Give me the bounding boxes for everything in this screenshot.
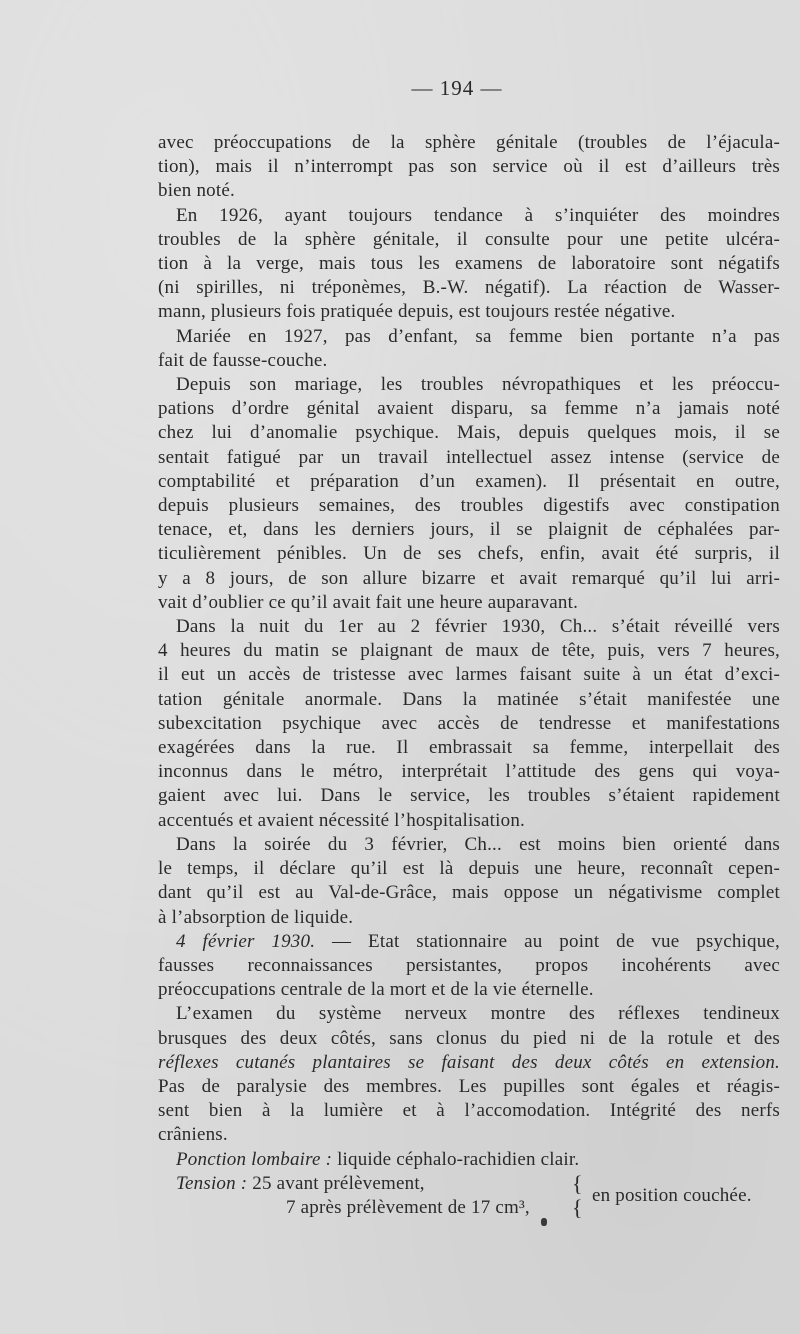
text-line: Mariée en 1927, pas d’enfant, sa femme bien portante n’a pas	[176, 325, 780, 347]
text-line: sentait fatigué par un travail intellectuel assez intense (service de	[158, 446, 780, 468]
ponction-label: Ponction lombaire :	[176, 1148, 333, 1170]
paragraph	[158, 1002, 780, 1147]
text-line: réflexes cutanés plantaires se faisant des deux côtés en extension.	[158, 1051, 780, 1073]
text-line: depuis plusieurs semaines, des troubles digestifs avec constipation	[158, 495, 780, 517]
text-line: L’examen du système nerveux montre des réflexes tendineux	[176, 1003, 780, 1025]
text-line: En 1926, ayant toujours tendance à s’inquiéter des moindres	[176, 204, 780, 226]
body-text	[158, 131, 780, 1220]
paragraph	[158, 131, 780, 204]
tension-block	[158, 1172, 780, 1220]
text-line: pations d’ordre génital avaient disparu, sa femme n’a jamais noté	[158, 398, 780, 420]
text-line: gaient avec lui. Dans le service, les troubles s’étaient rapidement	[158, 785, 780, 807]
paragraph	[158, 833, 780, 930]
text-line: chez lui d’anomalie psychique. Mais, depuis quelques mois, il se	[158, 422, 780, 444]
text-line	[158, 1148, 780, 1172]
tension-after: 7 après prélèvement de 17 cm³,	[286, 1196, 530, 1218]
text-line: tenace, et, dans les derniers jours, il se plaignit de céphalées par-	[158, 519, 780, 541]
text-line: dant qu’il est au Val-de-Grâce, mais oppose un négativisme complet	[158, 882, 780, 904]
text-line: brusques des deux côtés, sans clonus du pied ni de la rotule et des	[158, 1027, 780, 1049]
text-line: fait de fausse-couche.	[158, 349, 328, 371]
text-line: vait d’oublier ce qu’il avait fait une heure auparavant.	[158, 591, 579, 613]
text-line: Dans la nuit du 1er au 2 février 1930, Ch... s’était réveillé vers	[176, 616, 780, 638]
ponction-text: liquide céphalo-rachidien clair.	[332, 1148, 580, 1170]
text-line: 4 heures du matin se plaignant de maux de tête, puis, vers 7 heures,	[158, 640, 780, 662]
text-line: à l’absorption de liquide.	[158, 906, 354, 928]
ponction-line	[158, 1148, 780, 1172]
paragraph	[158, 615, 780, 833]
text-line: Pas de paralysie des membres. Les pupilles sont égales et réagis-	[158, 1075, 780, 1097]
text-line: fausses reconnaissances persistantes, propos incohérents avec	[158, 954, 780, 976]
text-line: y a 8 jours, de son allure bizarre et avait remarqué qu’il lui arri-	[158, 567, 780, 589]
date-heading: 4 février 1930.	[176, 930, 316, 952]
text-line: troubles de la sphère génitale, il consulte pour une petite ulcéra-	[158, 228, 780, 250]
tension-line-1	[176, 1172, 586, 1196]
tension-position: en position couchée.	[592, 1184, 752, 1206]
paragraph	[158, 325, 780, 373]
text-line: inconnus dans le métro, interprétait l’attitude des gens qui voya-	[158, 761, 780, 783]
text-line: accentués et avaient nécessité l’hospitalisation.	[158, 809, 525, 831]
tension-label: Tension :	[176, 1172, 248, 1194]
ink-speck	[541, 1218, 547, 1226]
text-line: subexcitation psychique avec accès de tendresse et manifestations	[158, 712, 780, 734]
text-line: (ni spirilles, ni tréponèmes, B.-W. négatif). La réaction de Wasser-	[158, 277, 780, 299]
paragraph	[158, 373, 780, 615]
text-line: préoccupations centrale de la mort et de la vie éternelle.	[158, 979, 594, 1001]
text-line: bien noté.	[158, 180, 235, 202]
text-line: tion), mais il n’interrompt pas son service où il est d’ailleurs très	[158, 156, 780, 178]
brace-icon: { {	[572, 1170, 583, 1220]
page-number: — 194 —	[411, 76, 503, 100]
text-line: Depuis son mariage, les troubles névropathiques et les préoccu-	[176, 374, 780, 396]
text-line: tion à la verge, mais tous les examens de laboratoire sont négatifs	[158, 253, 780, 275]
text-line: le temps, il déclare qu’il est là depuis une heure, reconnaît cepen-	[158, 858, 780, 880]
text-line: comptabilité et préparation d’un examen). Il présentait en outre,	[158, 470, 780, 492]
paragraph	[158, 930, 780, 1003]
text-run: — Etat stationnaire au point de vue psychique,	[315, 930, 780, 952]
text-line: il eut un accès de tristesse avec larmes faisant suite à un état d’exci-	[158, 664, 780, 686]
text-line: ticulièrement pénibles. Un de ses chefs, enfin, avait été surpris, il	[158, 543, 780, 565]
tension-values	[176, 1172, 586, 1220]
text-line	[158, 930, 780, 954]
text-line: avec préoccupations de la sphère génitale (troubles de l’éjacula-	[158, 132, 780, 153]
text-line: exagérées dans la rue. Il embrassait sa femme, interpellait des	[158, 737, 780, 759]
paragraph	[158, 204, 780, 325]
text-line: mann, plusieurs fois pratiquée depuis, est toujours restée négative.	[158, 301, 676, 323]
tension-before: 25 avant prélèvement,	[247, 1172, 425, 1194]
text-line: Dans la soirée du 3 février, Ch... est moins bien orienté dans	[176, 833, 780, 855]
text-line: crâniens.	[158, 1124, 228, 1146]
text-line: sent bien à la lumière et à l’accomodation. Intégrité des nerfs	[158, 1100, 780, 1122]
text-line: tation génitale anormale. Dans la matinée s’était manifestée une	[158, 688, 780, 710]
